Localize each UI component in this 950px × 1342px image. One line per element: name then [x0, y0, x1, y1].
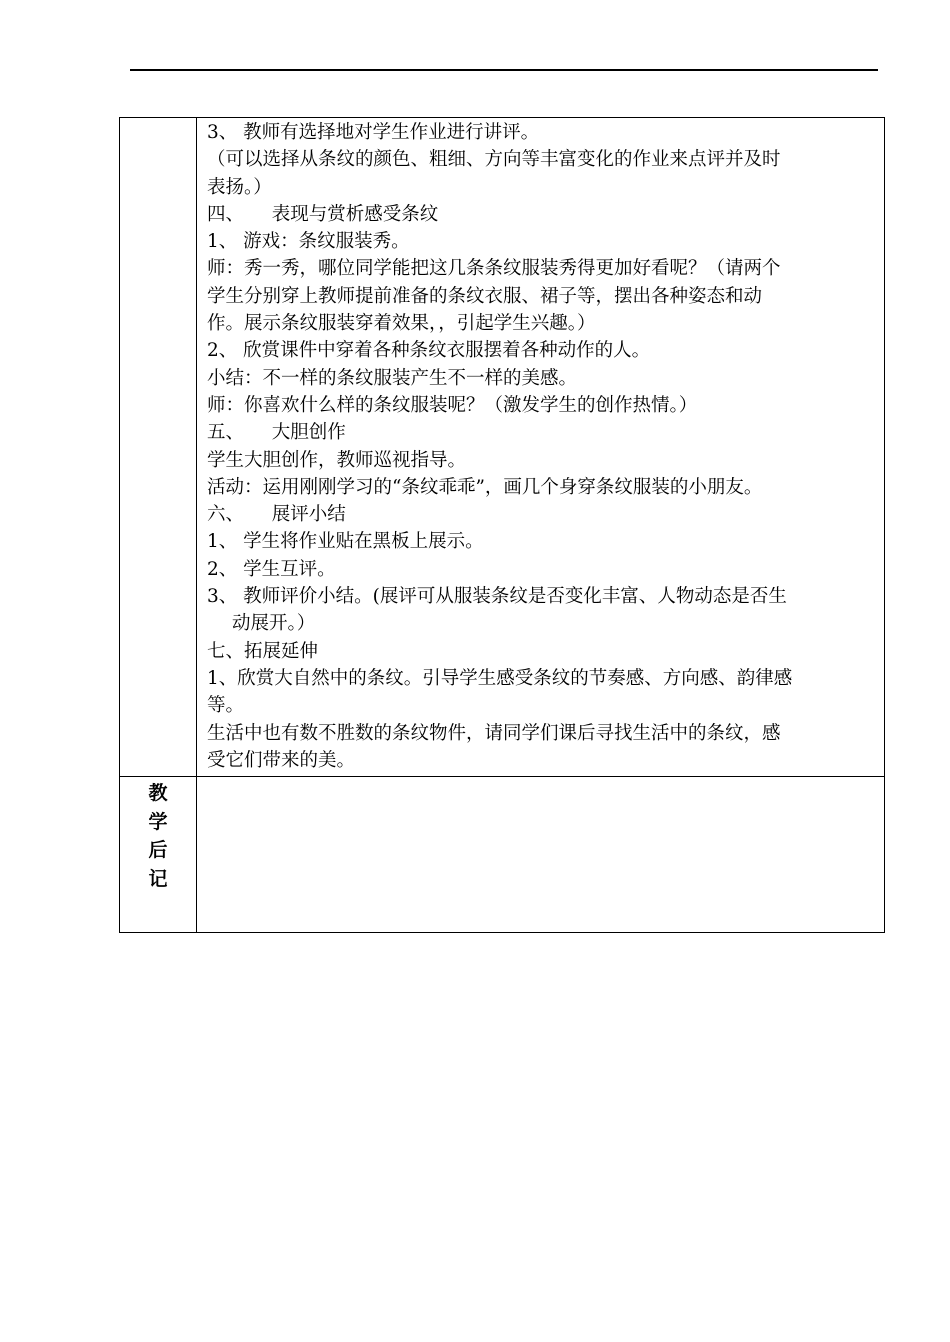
text-line: 动展开。） — [232, 613, 316, 635]
section-heading: 六、 展评小结 — [207, 504, 346, 526]
text-line: （可以选择从条纹的颜色、粗细、方向等丰富变化的作业来点评并及时 — [207, 149, 781, 171]
text-line: 3、 教师有选择地对学生作业进行讲评。 — [207, 122, 540, 143]
section-heading: 五、 大胆创作 — [207, 422, 346, 444]
process-row — [120, 118, 885, 777]
text-line: 1、 学生将作业贴在黑板上展示。 — [207, 531, 484, 553]
notes-label-char: 教 — [148, 782, 168, 805]
process-content-cell — [197, 118, 885, 777]
notes-label-cell — [120, 777, 197, 933]
notes-label-char: 记 — [148, 867, 168, 890]
process-label-cell — [120, 118, 197, 777]
text-line: 学生大胆创作，教师巡视指导。 — [207, 449, 467, 471]
text-line: 小结：不一样的条纹服装产生不一样的美感。 — [207, 367, 578, 389]
text-line: 2、 欣赏课件中穿着各种条纹衣服摆着各种动作的人。 — [207, 340, 651, 362]
notes-label-char: 后 — [148, 839, 168, 862]
text-line: 3、 教师评价小结。(展评可从服装条纹是否变化丰富、人物动态是否生 — [207, 586, 787, 608]
notes-label-char: 学 — [148, 810, 168, 833]
text-line: 作。展示条纹服装穿着效果，，引起学生兴趣。） — [207, 313, 596, 335]
text-line: 2、 学生互评。 — [207, 558, 336, 580]
header-rule — [130, 69, 878, 71]
process-content — [197, 118, 884, 776]
section-heading: 七、拓展延伸 — [207, 640, 319, 662]
text-line: 师：你喜欢什么样的条纹服装呢？（激发学生的创作热情。） — [207, 394, 698, 416]
notes-body — [197, 777, 884, 780]
text-line: 受它们带来的美。 — [207, 749, 356, 771]
notes-label — [120, 777, 196, 893]
lesson-plan-table — [119, 117, 885, 933]
text-line: 活动：运用刚刚学习的“条纹乖乖”，画几个身穿条纹服装的小朋友。 — [207, 476, 763, 498]
text-line: 学生分别穿上教师提前准备的条纹衣服、裙子等，摆出各种姿态和动 — [207, 285, 763, 307]
text-line: 表扬。） — [207, 176, 272, 198]
text-line: 生活中也有数不胜数的条纹物件，请同学们课后寻找生活中的条纹，感 — [207, 722, 781, 744]
notes-row — [120, 777, 885, 933]
text-line: 1、 游戏：条纹服装秀。 — [207, 231, 410, 253]
text-line: 1、欣赏大自然中的条纹。引导学生感受条纹的节奏感、方向感、韵律感 — [207, 667, 793, 689]
text-line: 等。 — [207, 695, 245, 717]
notes-content-cell — [197, 777, 885, 933]
section-heading: 四、 表现与赏析感受条纹 — [207, 203, 439, 225]
text-line: 师：秀一秀，哪位同学能把这几条条纹服装秀得更加好看呢？（请两个 — [207, 258, 781, 280]
